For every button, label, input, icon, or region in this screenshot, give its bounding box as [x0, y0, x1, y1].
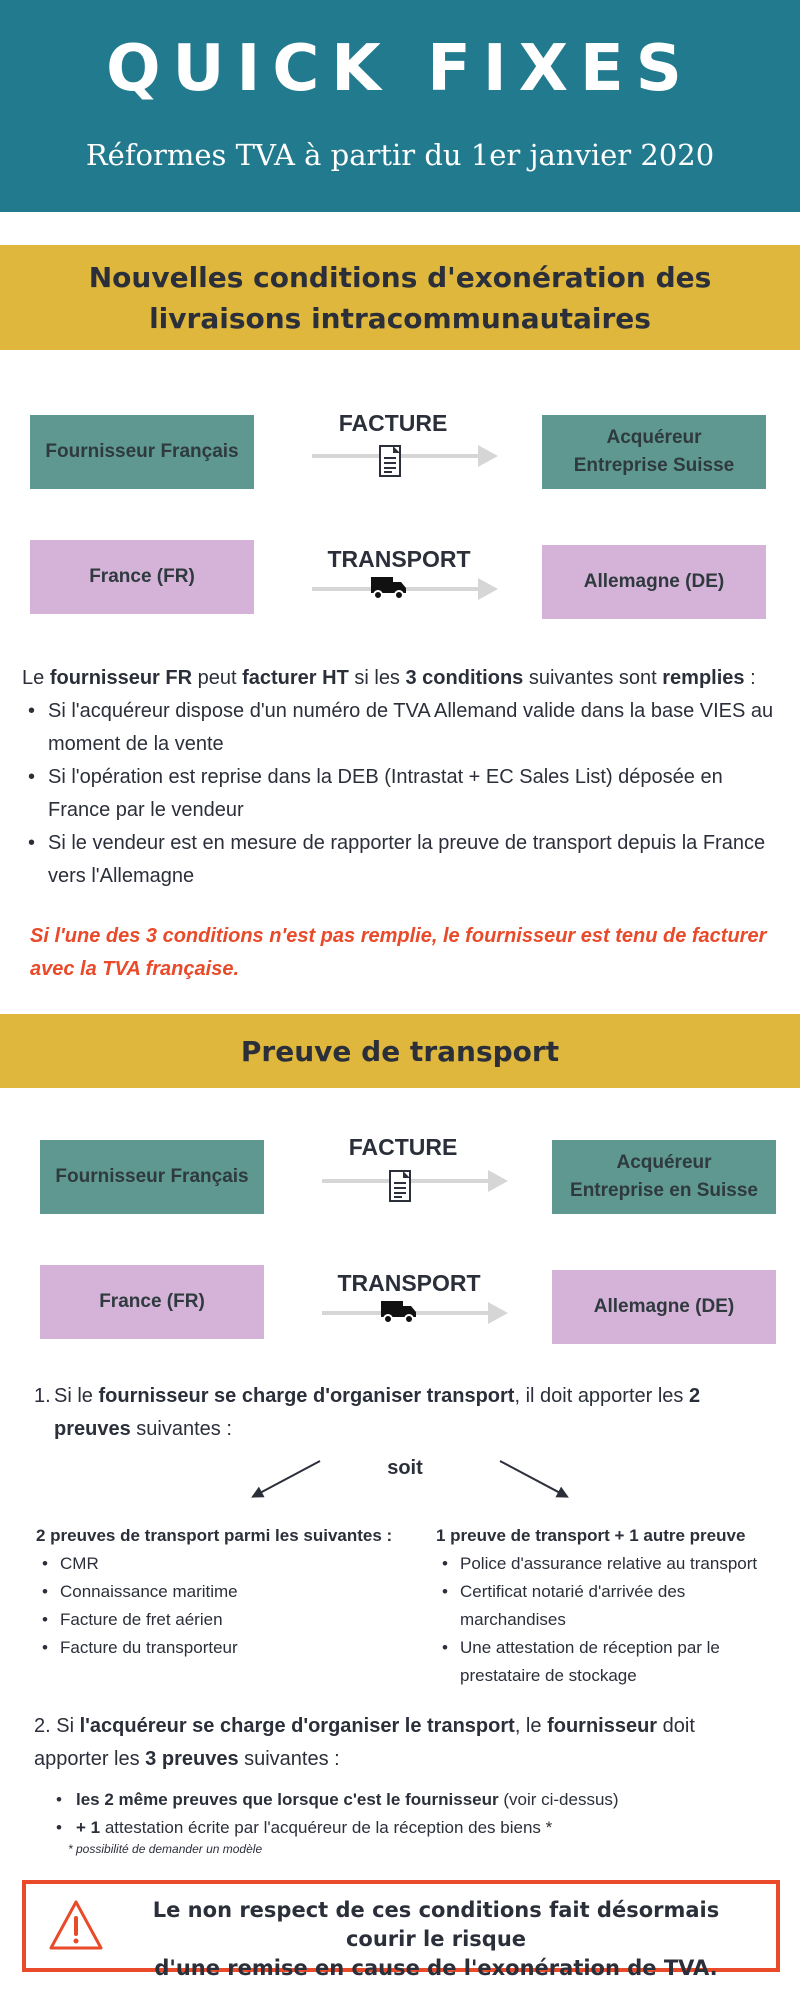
transport-point-2: 2. Si l'acquéreur se charge d'organiser le transport, le fournisseur doit apporter les 3 preuves suivantes : [34, 1715, 695, 1770]
option-left-list [36, 1550, 406, 1662]
option-right-heading: 1 preuve de transport + 1 autre preuve [436, 1526, 746, 1545]
arrow-left-branch [252, 1460, 320, 1497]
origin-country-box: France (FR) [30, 540, 254, 614]
list-item: • Si l'opération est reprise dans la DEB (Intrastat + EC Sales List) déposée en France par le vendeur [22, 761, 782, 827]
list-item: • CMR [36, 1550, 406, 1578]
section-title-exemption: Nouvelles conditions d'exonération des livraisons intracommunautaires [88, 260, 712, 335]
transport-point-1: 1. Si le fournisseur se charge d'organiser transport, il doit apporter les 2 preuves suivantes : [34, 1385, 701, 1440]
truck-icon [370, 574, 408, 602]
option-right-list [436, 1550, 776, 1690]
option-right-column [436, 1522, 776, 1690]
warning-icon [46, 1896, 106, 1956]
truck-icon [380, 1298, 418, 1326]
section-title-band-transport [0, 1014, 800, 1088]
list-item: • Certificat notarié d'arrivée des marchandises [436, 1578, 776, 1634]
origin-country-box: France (FR) [40, 1265, 264, 1339]
destination-country-box: Allemagne (DE) [542, 545, 766, 619]
section-title-transport: Preuve de transport [240, 1034, 560, 1068]
document-icon [384, 1169, 416, 1205]
buyer-box: Acquéreur Entreprise en Suisse [552, 1140, 776, 1214]
conditions-intro: Le fournisseur FR peut facturer HT si les 3 conditions suivantes sont remplies : [22, 667, 756, 689]
page-subtitle: Réformes TVA à partir du 1er janvier 2020 [85, 138, 715, 172]
vat-warning: Si l'une des 3 conditions n'est pas remplie, le fournisseur est tenu de facturer avec la TVA française. [30, 925, 767, 980]
point-2-list [50, 1786, 770, 1842]
option-left-heading: 2 preuves de transport parmi les suivantes : [36, 1526, 393, 1545]
supplier-box: Fournisseur Français [30, 415, 254, 489]
footnote: * possibilité de demander un modèle [68, 1842, 263, 1856]
list-item: • Connaissance maritime [36, 1578, 406, 1606]
supplier-box: Fournisseur Français [40, 1140, 264, 1214]
list-item: • Une attestation de réception par le prestataire de stockage [436, 1634, 776, 1690]
destination-country-box: Allemagne (DE) [552, 1270, 776, 1344]
list-item: • Si l'acquéreur dispose d'un numéro de TVA Allemand valide dans la base VIES au moment de la vente [22, 695, 782, 761]
list-item: • Facture de fret aérien [36, 1606, 406, 1634]
list-item: • Police d'assurance relative au transport [436, 1550, 776, 1578]
invoice-label: FACTURE [338, 410, 448, 436]
list-item: • Si le vendeur est en mesure de rapporter la preuve de transport depuis la France vers l'Allemagne [22, 827, 782, 893]
risk-alert-message: Le non respect de ces conditions fait désormais courir le risque d'une remise en cause de l'exonération de TVA. [152, 1898, 720, 1980]
list-item: • Facture du transporteur [36, 1634, 406, 1662]
option-left-column [36, 1522, 406, 1662]
invoice-label: FACTURE [348, 1134, 458, 1160]
conditions-list [22, 695, 782, 893]
risk-alert-box [22, 1880, 780, 1980]
document-icon [374, 444, 406, 480]
header-banner [0, 0, 800, 212]
either-label: soit [387, 1457, 423, 1479]
arrow-right-branch [500, 1460, 568, 1497]
transport-label: TRANSPORT [337, 1270, 481, 1296]
list-item: • les 2 même preuves que lorsque c'est le fournisseur (voir ci-dessus) [50, 1786, 770, 1814]
transport-label: TRANSPORT [327, 546, 471, 572]
section-title-band-exemption [0, 245, 800, 350]
list-item: • + 1 attestation écrite par l'acquéreur de la réception des biens * [50, 1814, 770, 1842]
page-title: QUICK FIXES [106, 32, 694, 106]
buyer-box: Acquéreur Entreprise Suisse [542, 415, 766, 489]
